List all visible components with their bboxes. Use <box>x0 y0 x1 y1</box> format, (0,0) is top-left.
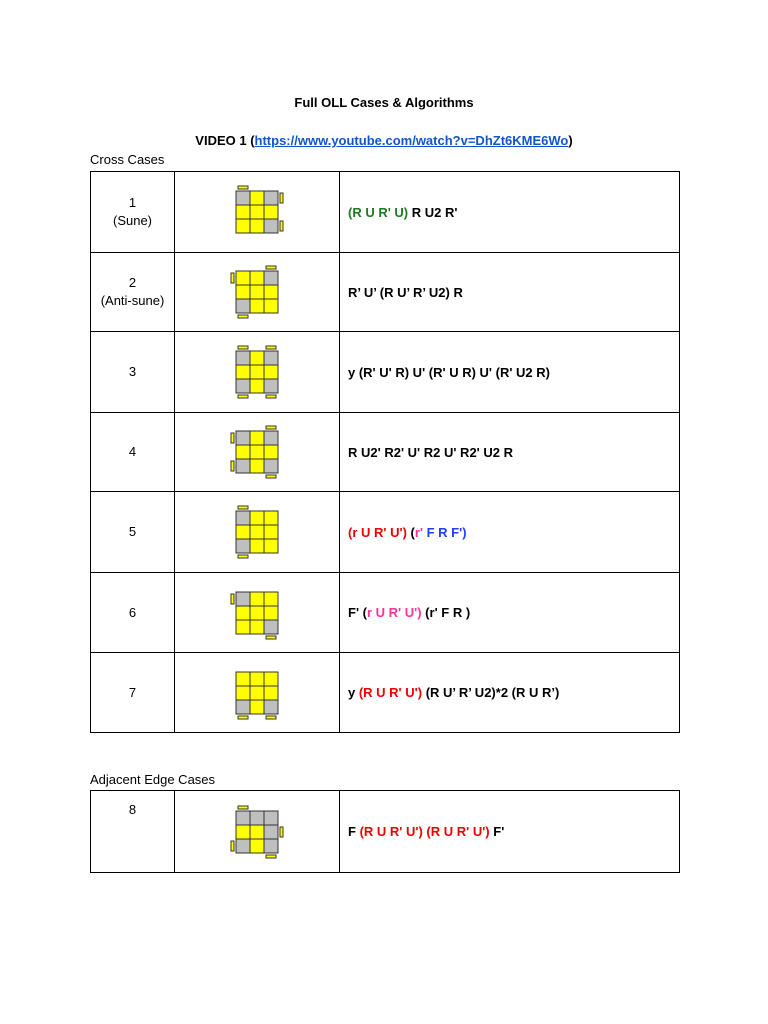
algorithm-segment: F' <box>489 824 505 839</box>
face-sticker <box>236 592 250 606</box>
side-sticker <box>231 594 234 604</box>
side-sticker <box>266 855 276 858</box>
algorithm-segment: ( <box>406 524 415 540</box>
side-sticker <box>266 636 276 639</box>
face-sticker <box>236 672 250 686</box>
adjacent-edge-cases-table <box>90 790 680 873</box>
oll-pattern-diagram <box>228 584 286 642</box>
side-sticker <box>238 506 248 509</box>
algorithm-segment: (R U R' U) <box>348 204 409 220</box>
table-row <box>91 332 680 413</box>
case-number: 2 <box>128 275 137 290</box>
face-sticker <box>264 700 278 714</box>
face-sticker <box>236 445 250 459</box>
face-sticker <box>250 285 264 299</box>
face-sticker <box>264 431 278 445</box>
face-sticker <box>236 285 250 299</box>
section-label-adjacent: Adjacent Edge Cases <box>90 772 216 787</box>
algorithm-cell <box>340 332 680 413</box>
table-row <box>91 172 680 253</box>
face-sticker <box>264 299 278 313</box>
face-sticker <box>264 686 278 700</box>
algorithm-segment: R U2' R2' U' R2 U' R2' U2 R <box>348 444 513 460</box>
face-sticker <box>250 351 264 365</box>
table-row <box>91 573 680 653</box>
face-sticker <box>236 811 250 825</box>
case-number: 7 <box>128 684 137 700</box>
face-sticker <box>264 445 278 459</box>
face-sticker <box>250 672 264 686</box>
algorithm-cell <box>340 573 680 653</box>
table-row <box>91 253 680 332</box>
side-sticker <box>238 346 248 349</box>
video-prefix: VIDEO 1 ( <box>195 133 255 148</box>
algorithm-segment: r U R' U') <box>366 605 422 620</box>
face-sticker <box>250 431 264 445</box>
face-sticker <box>236 205 250 219</box>
case-name: (Anti-sune) <box>100 293 165 308</box>
case-diagram-cell <box>175 413 340 492</box>
face-sticker <box>250 525 264 539</box>
face-sticker <box>236 271 250 285</box>
case-number-cell <box>91 573 175 653</box>
face-sticker <box>236 606 250 620</box>
face-sticker <box>264 271 278 285</box>
table-row <box>91 492 680 573</box>
face-sticker <box>264 825 278 839</box>
face-sticker <box>250 592 264 606</box>
face-sticker <box>264 379 278 393</box>
face-sticker <box>250 205 264 219</box>
case-number-cell <box>91 492 175 573</box>
face-sticker <box>236 700 250 714</box>
case-diagram-cell <box>175 791 340 873</box>
algorithm-segment: F' ( <box>348 605 367 620</box>
case-number-cell <box>91 332 175 413</box>
algorithm-cell <box>340 492 680 573</box>
section-label-cross: Cross Cases <box>90 152 165 167</box>
face-sticker <box>264 592 278 606</box>
algorithm-segment: y <box>348 685 359 700</box>
algorithm-segment: R U2 R' <box>408 204 458 220</box>
face-sticker <box>264 219 278 233</box>
case-number-cell <box>91 791 175 873</box>
side-sticker <box>266 475 276 478</box>
algorithm-cell <box>340 172 680 253</box>
face-sticker <box>250 459 264 473</box>
oll-pattern-diagram <box>228 263 286 321</box>
oll-pattern-diagram <box>228 664 286 722</box>
face-sticker <box>250 686 264 700</box>
face-sticker <box>250 219 264 233</box>
side-sticker <box>231 461 234 471</box>
face-sticker <box>264 205 278 219</box>
face-sticker <box>236 459 250 473</box>
algorithm-segment: r' <box>414 524 424 540</box>
face-sticker <box>250 191 264 205</box>
table-row <box>91 413 680 492</box>
face-sticker <box>250 620 264 634</box>
side-sticker <box>280 221 283 231</box>
case-number-cell <box>91 172 175 253</box>
face-sticker <box>250 445 264 459</box>
face-sticker <box>236 539 250 553</box>
oll-pattern-diagram <box>228 803 286 861</box>
face-sticker <box>264 525 278 539</box>
algorithm-cell <box>340 653 680 733</box>
face-sticker <box>264 811 278 825</box>
face-sticker <box>250 700 264 714</box>
algorithm-cell <box>340 253 680 332</box>
side-sticker <box>238 555 248 558</box>
face-sticker <box>264 191 278 205</box>
face-sticker <box>250 825 264 839</box>
face-sticker <box>236 219 250 233</box>
case-diagram-cell <box>175 492 340 573</box>
algorithm-segment: (R U R' U') <box>358 685 423 700</box>
algorithm-segment: (r' F R ) <box>421 605 471 620</box>
side-sticker <box>266 346 276 349</box>
video-line <box>0 133 768 148</box>
algorithm-cell <box>340 791 680 873</box>
algorithm-segment: y (R' U' R) U' (R' U R) U' (R' U2 R) <box>348 364 550 380</box>
case-diagram-cell <box>175 253 340 332</box>
side-sticker <box>266 716 276 719</box>
face-sticker <box>250 299 264 313</box>
face-sticker <box>264 620 278 634</box>
cross-cases-table <box>90 171 680 733</box>
oll-pattern-diagram <box>228 503 286 561</box>
case-number-cell <box>91 253 175 332</box>
case-diagram-cell <box>175 332 340 413</box>
side-sticker <box>238 315 248 318</box>
face-sticker <box>264 606 278 620</box>
side-sticker <box>231 841 234 851</box>
case-diagram-cell <box>175 172 340 253</box>
case-number: 8 <box>128 802 137 817</box>
side-sticker <box>231 273 234 283</box>
side-sticker <box>238 395 248 398</box>
side-sticker <box>238 186 248 189</box>
face-sticker <box>264 511 278 525</box>
algorithm-segment: (R U R' U') (R U R' U') <box>359 824 490 839</box>
table-row <box>91 653 680 733</box>
face-sticker <box>264 672 278 686</box>
algorithm-segment: (R U’ R’ U2)*2 (R U R’) <box>422 685 560 700</box>
face-sticker <box>250 606 264 620</box>
face-sticker <box>236 365 250 379</box>
side-sticker <box>266 395 276 398</box>
case-number: 6 <box>128 604 137 620</box>
algorithm-cell <box>340 413 680 492</box>
face-sticker <box>236 839 250 853</box>
algorithm-segment: R’ U’ (R U’ R’ U2) R <box>348 284 463 300</box>
side-sticker <box>231 433 234 443</box>
face-sticker <box>250 539 264 553</box>
face-sticker <box>236 351 250 365</box>
face-sticker <box>264 459 278 473</box>
case-number: 5 <box>128 524 137 539</box>
face-sticker <box>250 379 264 393</box>
algorithm-segment: F R F') <box>423 524 467 540</box>
oll-pattern-diagram <box>228 423 286 481</box>
side-sticker <box>238 716 248 719</box>
side-sticker <box>238 806 248 809</box>
algorithm-segment: (r U R' U') <box>348 524 407 540</box>
face-sticker <box>264 285 278 299</box>
case-number: 3 <box>128 364 137 379</box>
face-sticker <box>264 351 278 365</box>
case-diagram-cell <box>175 653 340 733</box>
face-sticker <box>250 839 264 853</box>
video-link[interactable]: https://www.youtube.com/watch?v=DhZt6KME6Wo <box>254 133 569 148</box>
side-sticker <box>280 193 283 203</box>
page-title: Full OLL Cases & Algorithms <box>294 95 474 110</box>
table-row <box>91 791 680 873</box>
face-sticker <box>264 539 278 553</box>
oll-pattern-diagram <box>228 183 286 241</box>
video-suffix: ) <box>568 133 573 148</box>
face-sticker <box>264 839 278 853</box>
side-sticker <box>266 426 276 429</box>
face-sticker <box>236 431 250 445</box>
face-sticker <box>236 825 250 839</box>
side-sticker <box>266 266 276 269</box>
face-sticker <box>236 620 250 634</box>
face-sticker <box>236 379 250 393</box>
case-name: (Sune) <box>112 213 153 228</box>
case-number-cell <box>91 653 175 733</box>
case-diagram-cell <box>175 573 340 653</box>
face-sticker <box>250 271 264 285</box>
face-sticker <box>264 365 278 379</box>
face-sticker <box>236 686 250 700</box>
face-sticker <box>236 191 250 205</box>
side-sticker <box>280 827 283 837</box>
case-number: 4 <box>128 444 137 459</box>
case-number-cell <box>91 413 175 492</box>
face-sticker <box>250 365 264 379</box>
face-sticker <box>236 299 250 313</box>
face-sticker <box>250 511 264 525</box>
case-number: 1 <box>128 195 137 210</box>
face-sticker <box>236 511 250 525</box>
algorithm-segment: F <box>348 824 360 839</box>
face-sticker <box>236 525 250 539</box>
oll-pattern-diagram <box>228 343 286 401</box>
face-sticker <box>250 811 264 825</box>
